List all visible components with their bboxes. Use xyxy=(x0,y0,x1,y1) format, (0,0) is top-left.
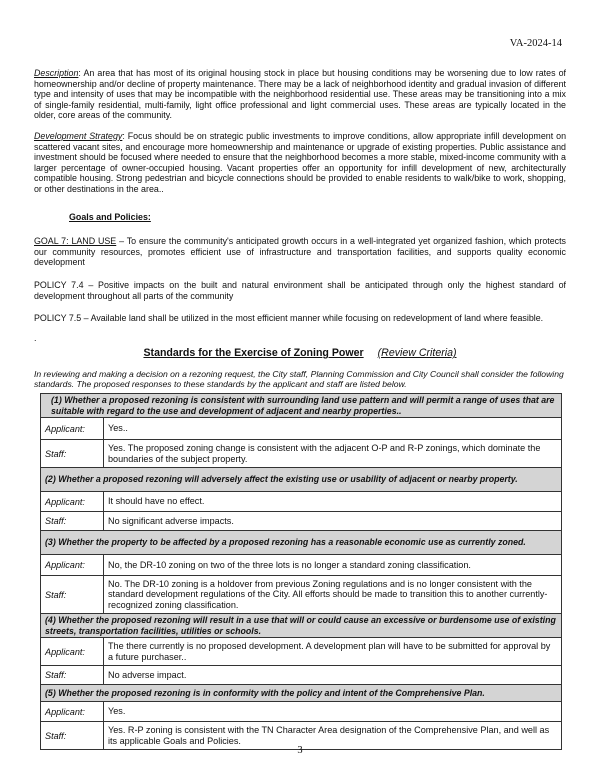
description-label: Description xyxy=(34,68,79,78)
criterion-5-applicant-row xyxy=(41,702,562,722)
criterion-1-question-row xyxy=(41,394,562,418)
criterion-1-applicant-row xyxy=(41,418,562,440)
criterion-2-question-row xyxy=(41,468,562,492)
criterion-question: (3) Whether the property to be affected by a proposed rezoning has a reasonable economic use as currently zoned. xyxy=(41,531,562,555)
standards-subtitle: (Review Criteria) xyxy=(377,347,457,359)
document-id: VA-2024-14 xyxy=(509,38,562,49)
standards-intro: In reviewing and making a decision on a rezoning request, the City staff, Planning Commission and City Council shall consider the following standards. The proposed responses to these standards by the applicant and staff are listed below. xyxy=(34,369,564,389)
applicant-response: It should have no effect. xyxy=(104,492,562,512)
applicant-response: The there currently is no proposed development. A development plan will have to be submitted for approval by a future purchaser.. xyxy=(104,638,562,666)
policy-7-5: POLICY 7.5 – Available land shall be utilized in the most efficient manner while focusing on redevelopment of land where feasible. xyxy=(34,313,544,323)
criterion-5-question-row xyxy=(41,685,562,702)
criterion-2-applicant-row xyxy=(41,492,562,512)
standards-heading xyxy=(0,347,600,359)
applicant-response: No, the DR-10 zoning on two of the three lots is no longer a standard zoning classification. xyxy=(104,555,562,576)
criterion-question: (5) Whether the proposed rezoning is in conformity with the policy and intent of the Comprehensive Plan. xyxy=(41,685,562,702)
staff-response: Yes. R-P zoning is consistent with the TN Character Area designation of the Comprehensive Plan, and well as its applicable Goals and Policies. xyxy=(104,722,562,750)
staff-label: Staff: xyxy=(41,440,104,468)
criterion-3-staff-row xyxy=(41,576,562,614)
applicant-label: Applicant: xyxy=(41,638,104,666)
strategy-label: Development Strategy xyxy=(34,131,123,141)
description-paragraph xyxy=(34,68,566,121)
applicant-response: Yes. xyxy=(104,702,562,722)
staff-label: Staff: xyxy=(41,576,104,614)
applicant-response: Yes.. xyxy=(104,418,562,440)
description-text: : An area that has most of its original housing stock in place but housing conditions may be worsening due to low rates of homeownership and/or decline of property maintenance. There may be a lack of neighborhood identity and gradual invasion of different type and intensity of uses that may be incompatible with the neighborhood residential use. These areas may be transitioning into a mix of single-family residential, multi-family, light office professional and light commercial uses. These areas are typically located in the older, core areas of the community. xyxy=(34,68,566,121)
review-criteria-table xyxy=(40,393,562,750)
applicant-label: Applicant: xyxy=(41,555,104,576)
applicant-label: Applicant: xyxy=(41,418,104,440)
criterion-question: (2) Whether a proposed rezoning will adversely affect the existing use or usability of adjacent or nearby property. xyxy=(41,468,562,492)
strategy-text: : Focus should be on strategic public investments to improve conditions, allow appropriate infill development on scattered vacant sites, and encourage more homeownership and maintenance or upgrade of existing properties. Public assistance and investment should be focused where needed to ensure that the neighborhood becomes a more stable, mixed-income community with a larger percentage of owner-occupied housing. Vacant properties offer an opportunity for infill development of new, architecturally compatible housing. Strong pedestrian and bicycle connections should be provided to enable residents to walk/bike to work, shopping, or other destinations in the area.. xyxy=(34,131,566,194)
staff-response: No. The DR-10 zoning is a holdover from previous Zoning regulations and is no longer consistent with the standard development regulations of the City. All efforts should be made to transition this to another currently-recognized zoning classification. xyxy=(104,576,562,614)
criterion-3-question-row xyxy=(41,531,562,555)
goal-7-text: – To ensure the community's anticipated growth occurs in a well-integrated yet organized fashion, which protects our community resources, promotes efficient use of infrastructure and transportation facilities, and supports quality economic development xyxy=(34,236,566,268)
criterion-2-staff-row xyxy=(41,512,562,531)
staff-response: Yes. The proposed zoning change is consistent with the adjacent O-P and R-P zonings, which dominate the boundaries of the subject property. xyxy=(104,440,562,468)
goals-heading: Goals and Policies: xyxy=(69,212,151,222)
standards-title: Standards for the Exercise of Zoning Power xyxy=(143,347,364,359)
criterion-question: (1) Whether a proposed rezoning is consistent with surrounding land use pattern and will permit a range of uses that are suitable with regard to the use and development of adjacent and nearby properties.. xyxy=(41,394,562,418)
stray-mark: . xyxy=(34,333,37,343)
applicant-label: Applicant: xyxy=(41,492,104,512)
staff-response: No adverse impact. xyxy=(104,666,562,685)
criterion-question: (4) Whether the proposed rezoning will result in a use that will or could cause an excessive or burdensome use of existing streets, transportation facilities, utilities or schools. xyxy=(41,614,562,638)
staff-label: Staff: xyxy=(41,722,104,750)
page-number: 3 xyxy=(297,745,303,756)
staff-response: No significant adverse impacts. xyxy=(104,512,562,531)
staff-label: Staff: xyxy=(41,666,104,685)
criterion-3-applicant-row xyxy=(41,555,562,576)
applicant-label: Applicant: xyxy=(41,702,104,722)
criterion-4-question-row xyxy=(41,614,562,638)
criterion-4-staff-row xyxy=(41,666,562,685)
criterion-1-staff-row xyxy=(41,440,562,468)
goal-7-paragraph xyxy=(34,236,566,268)
strategy-paragraph xyxy=(34,131,566,195)
staff-label: Staff: xyxy=(41,512,104,531)
policy-7-4: POLICY 7.4 – Positive impacts on the built and natural environment shall be anticipated through only the highest standard of development throughout all parts of the community xyxy=(34,280,566,301)
goal-7-label: GOAL 7: LAND USE xyxy=(34,236,117,246)
criterion-4-applicant-row xyxy=(41,638,562,666)
